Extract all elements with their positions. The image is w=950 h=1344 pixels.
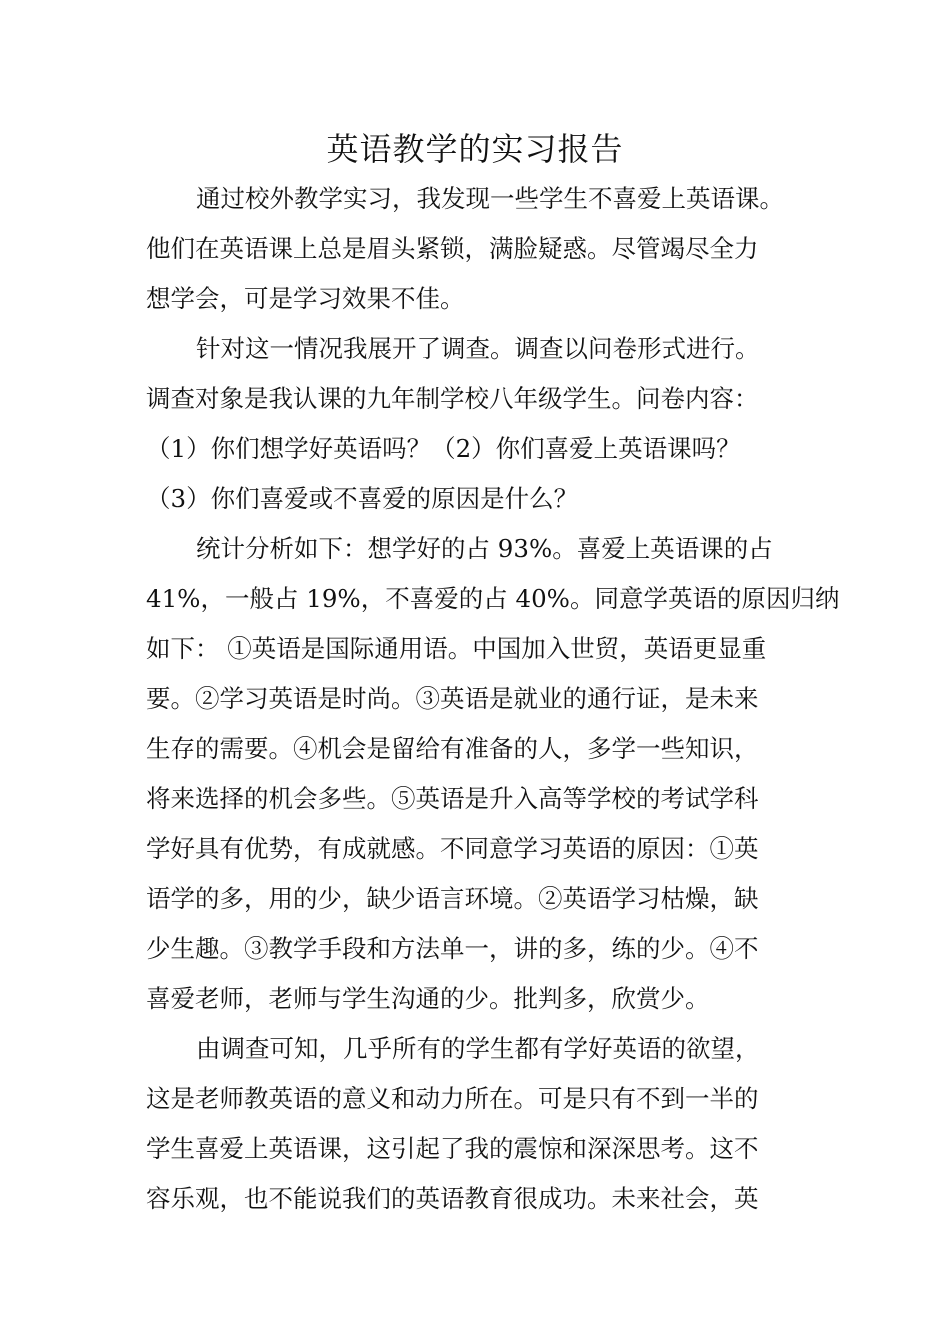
text-line: 41%，一般占 19%，不喜爱的占 40%。同意学英语的原因归纳 [146, 584, 840, 613]
text-line: 少生趣。③教学手段和方法单一，讲的多，练的少。④不 [146, 934, 759, 963]
document-title: 英语教学的实习报告 [326, 130, 624, 168]
text-line: 容乐观，也不能说我们的英语教育很成功。未来社会，英 [146, 1184, 759, 1213]
text-line: 要。②学习英语是时尚。③英语是就业的通行证，是未来 [146, 684, 759, 713]
text-line: 学好具有优势，有成就感。不同意学习英语的原因：①英 [146, 834, 759, 863]
text-line: 统计分析如下：想学好的占 93%。喜爱上英语课的占 [196, 534, 773, 563]
text-line: 这是老师教英语的意义和动力所在。可是只有不到一半的 [146, 1084, 759, 1113]
text-line: （3）你们喜爱或不喜爱的原因是什么？ [146, 484, 579, 513]
text-line: 将来选择的机会多些。⑤英语是升入高等学校的考试学科 [146, 784, 759, 813]
text-line: （1）你们想学好英语吗？（2）你们喜爱上英语课吗？ [146, 434, 741, 463]
text-line: 他们在英语课上总是眉头紧锁，满脸疑惑。尽管竭尽全力 [146, 234, 759, 263]
text-line: 学生喜爱上英语课，这引起了我的震惊和深深思考。这不 [146, 1134, 759, 1163]
text-line: 如下： ①英语是国际通用语。中国加入世贸，英语更显重 [146, 634, 767, 663]
text-line: 生存的需要。④机会是留给有准备的人，多学一些知识， [146, 734, 759, 763]
text-line: 语学的多，用的少，缺少语言环境。②英语学习枯燥，缺 [146, 884, 759, 913]
text-line: 由调查可知，几乎所有的学生都有学好英语的欲望， [196, 1034, 760, 1063]
text-line: 针对这一情况我展开了调查。调查以问卷形式进行。 [196, 334, 760, 363]
text-line: 调查对象是我认课的九年制学校八年级学生。问卷内容： [146, 384, 759, 413]
text-line: 喜爱老师，老师与学生沟通的少。批判多，欣赏少。 [146, 984, 710, 1013]
text-line: 通过校外教学实习，我发现一些学生不喜爱上英语课。 [196, 184, 784, 213]
text-line: 想学会，可是学习效果不佳。 [146, 284, 465, 313]
